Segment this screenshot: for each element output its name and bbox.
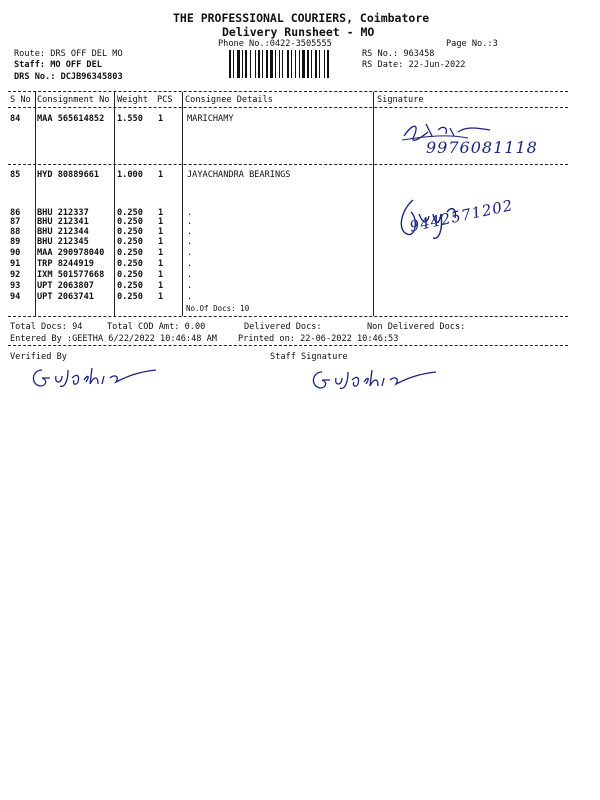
barcode-image bbox=[229, 50, 353, 78]
staff-label: Staff: MO OFF DEL bbox=[14, 60, 102, 70]
header-rule-bottom bbox=[8, 107, 568, 108]
cell-sno: 88 bbox=[10, 227, 21, 237]
company-name: THE PROFESSIONAL COURIERS, Coimbatore bbox=[173, 11, 430, 25]
col-signature: Signature bbox=[377, 95, 424, 105]
cell-pcs: 1 bbox=[158, 248, 164, 258]
cell-sno: 93 bbox=[10, 281, 21, 291]
cell-pcs: 1 bbox=[158, 270, 164, 280]
col-divider bbox=[373, 92, 374, 316]
col-consignee: Consignee Details bbox=[185, 95, 273, 105]
col-pcs: PCS bbox=[157, 95, 173, 105]
total-cod-amount: Total COD Amt: 0.00 bbox=[107, 322, 206, 332]
cell-consignment: BHU 212344 bbox=[37, 227, 89, 237]
cell-sno: 91 bbox=[10, 259, 21, 269]
cell-consignment: UPT 2063807 bbox=[37, 281, 94, 291]
entered-by: Entered By :GEETHA 6/22/2022 10:46:48 AM bbox=[10, 334, 217, 344]
col-consignment: Consignment No bbox=[37, 95, 110, 105]
cell-sno: 94 bbox=[10, 292, 21, 302]
col-sno: S No bbox=[10, 95, 31, 105]
cell-weight: 0.250 bbox=[117, 292, 143, 302]
row-separator bbox=[8, 164, 568, 165]
cell-weight: 0.250 bbox=[117, 208, 143, 218]
route-label: Route: DRS OFF DEL MO bbox=[14, 49, 123, 59]
cell-sno: 90 bbox=[10, 248, 21, 258]
cell-consignee: MARICHAMY bbox=[187, 114, 234, 124]
cell-consignment: IXM 501577668 bbox=[37, 270, 105, 280]
cell-pcs: 1 bbox=[158, 281, 164, 291]
delivered-docs: Delivered Docs: bbox=[244, 322, 322, 332]
phone-number: Phone No.:0422-3505555 bbox=[218, 39, 332, 49]
cell-weight: 0.250 bbox=[117, 270, 143, 280]
cell-sno: 89 bbox=[10, 237, 21, 247]
cell-consignee: . bbox=[187, 292, 193, 302]
printed-on: Printed on: 22-06-2022 10:46:53 bbox=[238, 334, 399, 344]
cell-consignment: MAA 565614852 bbox=[37, 114, 105, 124]
cell-consignee: . bbox=[187, 248, 193, 258]
staff-signature bbox=[308, 364, 448, 394]
cell-consignee: . bbox=[187, 208, 193, 218]
cell-consignment: UPT 2063741 bbox=[37, 292, 94, 302]
page-number: Page No.:3 bbox=[446, 39, 498, 49]
cell-weight: 0.250 bbox=[117, 281, 143, 291]
handwritten-phone-84: 9976081118 bbox=[426, 138, 538, 157]
col-divider bbox=[114, 92, 115, 316]
cell-pcs: 1 bbox=[158, 227, 164, 237]
cell-consignee: . bbox=[187, 227, 193, 237]
cell-pcs: 1 bbox=[158, 217, 164, 227]
verified-by-label: Verified By bbox=[10, 352, 67, 362]
cell-consignee: . bbox=[187, 270, 193, 280]
rs-date: RS Date: 22-Jun-2022 bbox=[362, 60, 466, 70]
sheet-title: Delivery Runsheet - MO bbox=[222, 25, 375, 39]
cell-pcs: 1 bbox=[158, 259, 164, 269]
cell-weight: 0.250 bbox=[117, 248, 143, 258]
cell-consignment: TRP 8244919 bbox=[37, 259, 94, 269]
drs-number: DRS No.: DCJB96345803 bbox=[14, 72, 123, 82]
cell-consignment: BHU 212337 bbox=[37, 208, 89, 218]
cell-weight: 1.000 bbox=[117, 170, 143, 180]
cell-pcs: 1 bbox=[158, 208, 164, 218]
cell-sno: 84 bbox=[10, 114, 21, 124]
no-of-docs: No.Of Docs: 10 bbox=[186, 304, 250, 313]
cell-weight: 1.550 bbox=[117, 114, 143, 124]
cell-weight: 0.250 bbox=[117, 237, 143, 247]
total-docs: Total Docs: 94 bbox=[10, 322, 83, 332]
header-rule-top bbox=[8, 91, 568, 92]
cell-sno: 87 bbox=[10, 217, 21, 227]
rs-number: RS No.: 963458 bbox=[362, 49, 435, 59]
footer-rule bbox=[8, 345, 568, 346]
cell-pcs: 1 bbox=[158, 114, 164, 124]
cell-sno: 85 bbox=[10, 170, 21, 180]
cell-consignment: MAA 290978040 bbox=[37, 248, 105, 258]
cell-weight: 0.250 bbox=[117, 217, 143, 227]
verifier-signature bbox=[28, 362, 168, 392]
cell-pcs: 1 bbox=[158, 237, 164, 247]
cell-consignee: . bbox=[187, 217, 193, 227]
cell-weight: 0.250 bbox=[117, 259, 143, 269]
col-weight: Weight bbox=[117, 95, 149, 105]
non-delivered-docs: Non Delivered Docs: bbox=[367, 322, 466, 332]
staff-signature-label: Staff Signature bbox=[270, 352, 348, 362]
cell-consignment: HYD 80889661 bbox=[37, 170, 100, 180]
cell-consignment: BHU 212345 bbox=[37, 237, 89, 247]
cell-sno: 86 bbox=[10, 208, 21, 218]
cell-pcs: 1 bbox=[158, 292, 164, 302]
cell-consignee: JAYACHANDRA BEARINGS bbox=[187, 170, 291, 180]
cell-consignment: BHU 212341 bbox=[37, 217, 89, 227]
handwritten-phone-85: 9442571202 bbox=[408, 196, 515, 236]
cell-sno: 92 bbox=[10, 270, 21, 280]
cell-consignee: . bbox=[187, 237, 193, 247]
cell-consignee: . bbox=[187, 259, 193, 269]
col-divider bbox=[182, 92, 183, 316]
table-bottom-rule bbox=[8, 316, 568, 317]
col-divider bbox=[35, 92, 36, 316]
cell-consignee: . bbox=[187, 281, 193, 291]
cell-weight: 0.250 bbox=[117, 227, 143, 237]
cell-pcs: 1 bbox=[158, 170, 164, 180]
